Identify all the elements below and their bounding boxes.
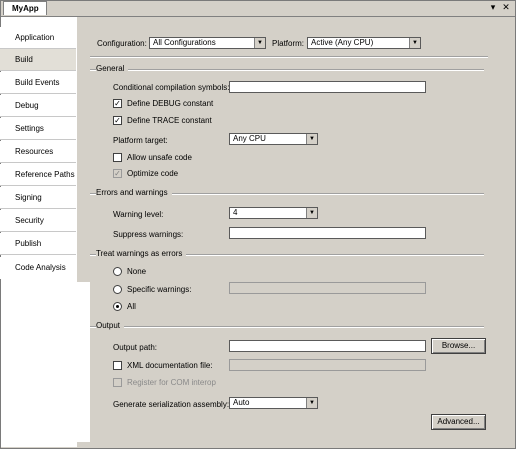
serialization-label: Generate serialization assembly: — [113, 400, 230, 409]
chevron-down-icon: ▼ — [306, 134, 317, 144]
header-separator — [90, 56, 488, 58]
com-interop-checkbox[interactable] — [113, 378, 122, 387]
specific-warnings-label: Specific warnings: — [127, 285, 192, 294]
configuration-value: All Configurations — [153, 38, 216, 47]
platform-target-select[interactable] — [229, 133, 318, 145]
specific-warnings-input[interactable] — [229, 282, 426, 294]
chevron-down-icon: ▼ — [306, 208, 317, 218]
chevron-down-icon: ▼ — [306, 398, 317, 408]
output-path-input[interactable] — [229, 340, 426, 352]
platform-value: Active (Any CPU) — [311, 38, 374, 47]
specific-warnings-radio[interactable] — [113, 285, 122, 294]
close-icon[interactable]: ✕ — [502, 2, 510, 12]
platform-label: Platform: — [272, 39, 305, 48]
suppress-input[interactable] — [229, 227, 426, 239]
xml-doc-input[interactable] — [229, 359, 426, 371]
nav-curve-decoration — [10, 282, 90, 442]
configuration-select[interactable] — [149, 37, 266, 49]
warning-level-label: Warning level: — [113, 210, 164, 219]
nav-item-resources[interactable]: Resources — [0, 141, 76, 163]
serialization-value: Auto — [233, 398, 250, 407]
all-radio[interactable] — [113, 302, 122, 311]
nav-item-application[interactable]: Application — [0, 27, 76, 49]
symbols-input[interactable] — [229, 81, 426, 93]
warning-level-value: 4 — [233, 208, 238, 217]
serialization-select[interactable] — [229, 397, 318, 409]
chevron-down-icon: ▼ — [254, 38, 265, 48]
advanced-button[interactable]: Advanced... — [431, 414, 486, 430]
nav-item-code-analysis[interactable]: Code Analysis — [0, 257, 76, 279]
warning-level-select[interactable] — [229, 207, 318, 219]
define-trace-checkbox[interactable]: ✓ — [114, 116, 121, 125]
nav-item-security[interactable]: Security — [0, 210, 76, 232]
nav-item-publish[interactable]: Publish — [0, 233, 76, 255]
general-group-line — [90, 69, 484, 71]
configuration-label: Configuration: — [97, 39, 147, 48]
none-radio[interactable] — [113, 267, 122, 276]
chevron-down-icon[interactable]: ▾ — [490, 2, 496, 12]
define-debug-checkbox[interactable]: ✓ — [114, 99, 121, 108]
optimize-label: Optimize code — [127, 169, 179, 178]
document-tab-strip — [1, 1, 515, 17]
output-path-label: Output path: — [113, 343, 158, 352]
platform-select[interactable] — [307, 37, 421, 49]
xml-doc-label: XML documentation file: — [127, 361, 213, 370]
platform-target-label: Platform target: — [113, 136, 168, 145]
platform-target-value: Any CPU — [233, 134, 266, 143]
allow-unsafe-label: Allow unsafe code — [127, 153, 192, 162]
nav-item-build-events[interactable]: Build Events — [0, 72, 76, 94]
nav-item-signing[interactable]: Signing — [0, 187, 76, 209]
general-group-title: General — [96, 64, 128, 73]
define-debug-label: Define DEBUG constant — [127, 99, 214, 108]
nav-item-build[interactable]: Build — [0, 49, 76, 71]
allow-unsafe-checkbox[interactable] — [113, 153, 122, 162]
suppress-label: Suppress warnings: — [113, 230, 184, 239]
output-group-line — [90, 326, 484, 328]
document-tab-myapp[interactable]: MyApp — [3, 1, 47, 15]
symbols-label: Conditional compilation symbols: — [113, 83, 230, 92]
xml-doc-checkbox[interactable] — [113, 361, 122, 370]
nav-item-settings[interactable]: Settings — [0, 118, 76, 140]
none-radio-label: None — [127, 267, 147, 276]
optimize-checkbox[interactable]: ✓ — [114, 169, 121, 178]
output-group-title: Output — [96, 321, 124, 330]
com-interop-label: Register for COM interop — [127, 378, 216, 387]
treat-group-title: Treat warnings as errors — [96, 249, 186, 258]
errors-group-title: Errors and warnings — [96, 188, 172, 197]
define-trace-label: Define TRACE constant — [127, 116, 212, 125]
browse-button[interactable]: Browse... — [431, 338, 486, 354]
nav-item-reference-paths[interactable]: Reference Paths — [0, 164, 76, 186]
chevron-down-icon: ▼ — [409, 38, 420, 48]
nav-item-debug[interactable]: Debug — [0, 95, 76, 117]
all-radio-label: All — [127, 302, 136, 311]
